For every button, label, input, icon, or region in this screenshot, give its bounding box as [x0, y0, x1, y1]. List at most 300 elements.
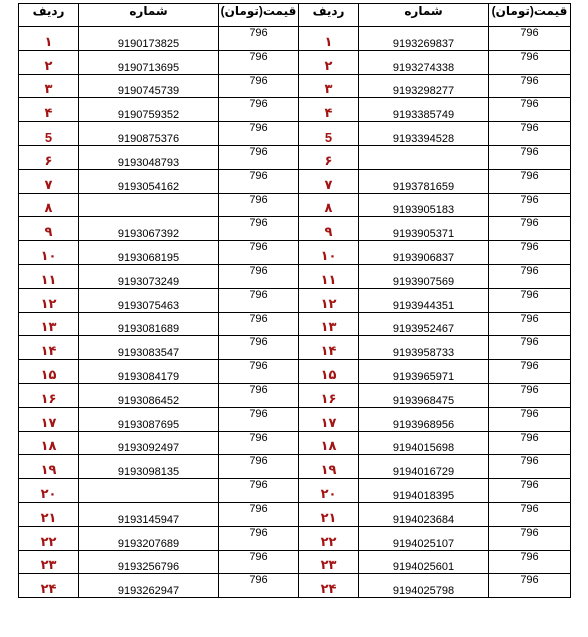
- price-right: 796: [520, 383, 539, 396]
- header-gheymat-right: قیمت(تومان): [489, 4, 571, 27]
- price-right-cell: [489, 50, 571, 74]
- row-index-right-cell: [299, 526, 359, 550]
- price-left: 796: [249, 526, 268, 539]
- row-index-left-cell: [19, 407, 79, 431]
- phone-number-left-cell: [79, 27, 219, 51]
- price-left: 796: [249, 74, 268, 87]
- phone-number-right: 9193298277: [392, 85, 455, 98]
- price-right: 796: [520, 407, 539, 420]
- row-index-right-cell: [299, 74, 359, 98]
- phone-number-right: 9193968956: [392, 418, 455, 431]
- phone-number-right-cell: [359, 574, 489, 598]
- row-index-right: ۷: [324, 176, 333, 192]
- phone-number-right-cell: [359, 241, 489, 265]
- row-index-left: ۴: [44, 105, 53, 121]
- table-row: [19, 74, 571, 98]
- price-right: 796: [520, 288, 539, 301]
- price-left-cell: [219, 122, 299, 146]
- row-index-left-cell: [19, 479, 79, 503]
- price-left-cell: [219, 145, 299, 169]
- row-index-right: 5: [324, 129, 333, 145]
- phone-number-right: 9193965971: [392, 370, 455, 383]
- phone-number-left-cell: [79, 74, 219, 98]
- table-row: [19, 550, 571, 574]
- price-left-cell: [219, 360, 299, 384]
- row-index-right-cell: [299, 407, 359, 431]
- phone-number-right-cell: [359, 288, 489, 312]
- phone-number-left-cell: [79, 479, 219, 503]
- table-row: [19, 169, 571, 193]
- phone-number-right: 9193968475: [392, 394, 455, 407]
- table-row: [19, 407, 571, 431]
- price-right: 796: [520, 455, 539, 468]
- phone-number-right-cell: [359, 145, 489, 169]
- phone-number-right-cell: [359, 169, 489, 193]
- row-index-right-cell: [299, 27, 359, 51]
- phone-number-right: 9194023684: [392, 513, 455, 526]
- table-row: [19, 27, 571, 51]
- price-right-cell: [489, 526, 571, 550]
- row-index-right-cell: [299, 98, 359, 122]
- row-index-right-cell: [299, 169, 359, 193]
- phone-number-left-cell: [79, 217, 219, 241]
- price-right: 796: [520, 264, 539, 277]
- price-left: 796: [249, 217, 268, 230]
- row-index-right-cell: [299, 193, 359, 217]
- row-index-left: ۲: [44, 57, 53, 73]
- phone-number-left: 9193083547: [117, 347, 180, 360]
- phone-number-right-cell: [359, 50, 489, 74]
- phone-number-right-cell: [359, 407, 489, 431]
- row-index-left-cell: [19, 312, 79, 336]
- table-row: [19, 288, 571, 312]
- row-index-right: ۲۲: [320, 533, 337, 549]
- phone-number-left: 9193081689: [117, 323, 180, 336]
- price-left: 796: [249, 360, 268, 373]
- row-index-left: ۲۴: [40, 581, 57, 597]
- phone-number-right-cell: [359, 526, 489, 550]
- row-index-left-cell: [19, 241, 79, 265]
- row-index-right: ۳: [324, 81, 333, 97]
- row-index-right: ۱۴: [320, 343, 337, 359]
- table-row: [19, 122, 571, 146]
- phone-number-left-cell: [79, 241, 219, 265]
- table-row: [19, 145, 571, 169]
- price-right-cell: [489, 431, 571, 455]
- price-left: 796: [249, 383, 268, 396]
- row-index-left: ۱۲: [40, 295, 57, 311]
- price-right: 796: [520, 122, 539, 135]
- price-left-cell: [219, 98, 299, 122]
- price-right-cell: [489, 383, 571, 407]
- table-row: [19, 574, 571, 598]
- phone-number-right: 9193905371: [392, 228, 455, 241]
- row-index-right: ۴: [324, 105, 333, 121]
- phone-number-left: 9193262947: [117, 585, 180, 598]
- price-left-cell: [219, 50, 299, 74]
- row-index-left: ۱۷: [40, 414, 57, 430]
- row-index-right: ۱۱: [320, 271, 337, 287]
- row-index-right: ۱۶: [320, 390, 337, 406]
- price-left-cell: [219, 455, 299, 479]
- price-right: 796: [520, 74, 539, 87]
- row-index-left-cell: [19, 27, 79, 51]
- price-left-cell: [219, 217, 299, 241]
- row-index-left: ۱۴: [40, 343, 57, 359]
- price-right: 796: [520, 336, 539, 349]
- price-right-cell: [489, 574, 571, 598]
- row-index-right: ۲۳: [320, 557, 337, 573]
- row-index-right: ۲: [324, 57, 333, 73]
- phone-number-left: 9190713695: [117, 61, 180, 74]
- row-index-left-cell: [19, 169, 79, 193]
- phone-number-left: 9193054162: [117, 180, 180, 193]
- phone-number-right: 9193952467: [392, 323, 455, 336]
- row-index-left: ۷: [44, 176, 53, 192]
- phone-number-left-cell: [79, 169, 219, 193]
- price-right: 796: [520, 98, 539, 111]
- price-sheet: [18, 3, 570, 598]
- price-right: 796: [520, 169, 539, 182]
- row-index-right: ۱۰: [320, 247, 337, 263]
- price-left: 796: [249, 455, 268, 468]
- row-index-left-cell: [19, 217, 79, 241]
- row-index-left: ۱۸: [40, 438, 57, 454]
- price-left: 796: [249, 479, 268, 492]
- table-row: [19, 98, 571, 122]
- price-left-cell: [219, 574, 299, 598]
- phone-number-left-cell: [79, 264, 219, 288]
- row-index-left: ۱۰: [40, 247, 57, 263]
- price-left-cell: [219, 193, 299, 217]
- row-index-right: ۱۷: [320, 414, 337, 430]
- price-left: 796: [249, 502, 268, 515]
- row-index-right: ۱۹: [320, 462, 337, 478]
- phone-number-right-cell: [359, 264, 489, 288]
- price-right-cell: [489, 98, 571, 122]
- row-index-right: ۱۵: [320, 366, 337, 382]
- phone-number-left: 9193075463: [117, 299, 180, 312]
- phone-number-right: 9193905183: [392, 204, 455, 217]
- phone-number-right-cell: [359, 383, 489, 407]
- price-right-cell: [489, 288, 571, 312]
- row-index-right-cell: [299, 479, 359, 503]
- price-right-cell: [489, 264, 571, 288]
- phone-number-right-cell: [359, 122, 489, 146]
- price-left-cell: [219, 407, 299, 431]
- row-index-right-cell: [299, 122, 359, 146]
- price-left: 796: [249, 550, 268, 563]
- phone-number-right-cell: [359, 502, 489, 526]
- table-row: [19, 50, 571, 74]
- price-left-cell: [219, 169, 299, 193]
- phone-number-right-cell: [359, 360, 489, 384]
- row-index-right-cell: [299, 550, 359, 574]
- price-left-cell: [219, 312, 299, 336]
- price-left: 796: [249, 241, 268, 254]
- price-right-cell: [489, 312, 571, 336]
- price-right-cell: [489, 360, 571, 384]
- table-row: [19, 360, 571, 384]
- price-left-cell: [219, 550, 299, 574]
- row-index-left-cell: [19, 50, 79, 74]
- row-index-left-cell: [19, 383, 79, 407]
- phone-number-left-cell: [79, 50, 219, 74]
- row-index-left-cell: [19, 122, 79, 146]
- price-left: 796: [249, 407, 268, 420]
- price-left: 796: [249, 145, 268, 158]
- row-index-left-cell: [19, 336, 79, 360]
- row-index-left: ۸: [44, 200, 53, 216]
- table-row: [19, 217, 571, 241]
- price-left-cell: [219, 27, 299, 51]
- phone-number-right-cell: [359, 193, 489, 217]
- phone-number-left: 9193098135: [117, 466, 180, 479]
- row-index-left: ۱۳: [40, 319, 57, 335]
- price-left: 796: [249, 431, 268, 444]
- price-left-cell: [219, 502, 299, 526]
- row-index-right: ۲۱: [320, 509, 337, 525]
- phone-number-left-cell: [79, 455, 219, 479]
- price-left: 796: [249, 288, 268, 301]
- phone-number-right-cell: [359, 312, 489, 336]
- phone-number-left: 9190173825: [117, 37, 180, 50]
- phone-number-left-cell: [79, 550, 219, 574]
- price-right-cell: [489, 336, 571, 360]
- price-right: 796: [520, 217, 539, 230]
- row-index-left-cell: [19, 431, 79, 455]
- phone-number-right: 9193906837: [392, 251, 455, 264]
- phone-number-right-cell: [359, 336, 489, 360]
- header-shomare-right: شماره: [359, 4, 489, 27]
- row-index-left: ۱۶: [40, 390, 57, 406]
- row-index-right-cell: [299, 336, 359, 360]
- row-index-left: ۱۵: [40, 366, 57, 382]
- phone-number-left-cell: [79, 383, 219, 407]
- phone-number-right-cell: [359, 479, 489, 503]
- row-index-right-cell: [299, 455, 359, 479]
- phone-number-left-cell: [79, 193, 219, 217]
- row-index-right-cell: [299, 241, 359, 265]
- phone-number-left: 9193087695: [117, 418, 180, 431]
- table-row: [19, 312, 571, 336]
- row-index-left: ۲۳: [40, 557, 57, 573]
- row-index-right-cell: [299, 264, 359, 288]
- phone-number-left: 9193084179: [117, 370, 180, 383]
- table-row: [19, 264, 571, 288]
- phone-number-left-cell: [79, 145, 219, 169]
- phone-number-left: 9193068195: [117, 251, 180, 264]
- phone-number-left-cell: [79, 407, 219, 431]
- phone-number-right: 9193394528: [392, 132, 455, 145]
- row-index-left-cell: [19, 145, 79, 169]
- phone-number-left-cell: [79, 312, 219, 336]
- row-index-left: ۲۰: [40, 485, 57, 501]
- phone-number-left: 9193086452: [117, 394, 180, 407]
- price-left: 796: [249, 98, 268, 111]
- table-row: [19, 383, 571, 407]
- phone-number-right: 9194025107: [392, 537, 455, 550]
- phone-number-right: 9194016729: [392, 466, 455, 479]
- row-index-left-cell: [19, 288, 79, 312]
- phone-number-left-cell: [79, 336, 219, 360]
- row-index-left: ۱۱: [40, 271, 57, 287]
- row-index-left: ۲۱: [40, 509, 57, 525]
- price-left: 796: [249, 264, 268, 277]
- price-right: 796: [520, 526, 539, 539]
- price-right-cell: [489, 122, 571, 146]
- row-index-left-cell: [19, 574, 79, 598]
- price-left: 796: [249, 312, 268, 325]
- row-index-right: ۲۰: [320, 485, 337, 501]
- price-right: 796: [520, 574, 539, 587]
- price-left: 796: [249, 27, 268, 39]
- price-left-cell: [219, 241, 299, 265]
- row-index-right-cell: [299, 312, 359, 336]
- phone-number-left: 9193073249: [117, 275, 180, 288]
- table-row: [19, 479, 571, 503]
- header-radif-left: ردیف: [19, 4, 79, 27]
- row-index-right: ۶: [324, 152, 333, 168]
- price-left: 796: [249, 169, 268, 182]
- phone-number-left: 9193048793: [117, 156, 180, 169]
- row-index-right-cell: [299, 360, 359, 384]
- row-index-right-cell: [299, 50, 359, 74]
- row-index-left: ۲۲: [40, 533, 57, 549]
- phone-number-right-cell: [359, 98, 489, 122]
- price-right-cell: [489, 169, 571, 193]
- price-right: 796: [520, 502, 539, 515]
- row-index-right-cell: [299, 383, 359, 407]
- row-index-left: ۱: [44, 33, 53, 49]
- row-index-left-cell: [19, 98, 79, 122]
- price-right: 796: [520, 312, 539, 325]
- phone-number-left-cell: [79, 288, 219, 312]
- phone-number-left: 9193256796: [117, 561, 180, 574]
- phone-number-right-cell: [359, 74, 489, 98]
- price-right-cell: [489, 193, 571, 217]
- row-index-left-cell: [19, 193, 79, 217]
- row-index-right: ۱: [324, 33, 333, 49]
- price-right: 796: [520, 550, 539, 563]
- table-row: [19, 431, 571, 455]
- price-right-cell: [489, 27, 571, 51]
- phone-number-right-cell: [359, 217, 489, 241]
- row-index-left-cell: [19, 455, 79, 479]
- price-right: 796: [520, 479, 539, 492]
- phone-number-right-cell: [359, 550, 489, 574]
- price-right: 796: [520, 431, 539, 444]
- price-right-cell: [489, 550, 571, 574]
- phone-number-right: 9193907569: [392, 275, 455, 288]
- table-row: [19, 455, 571, 479]
- price-left-cell: [219, 336, 299, 360]
- row-index-left: ۱۹: [40, 462, 57, 478]
- price-right: 796: [520, 145, 539, 158]
- phone-number-right: 9194015698: [392, 442, 455, 455]
- row-index-left: ۶: [44, 152, 53, 168]
- phone-number-left: 9193092497: [117, 442, 180, 455]
- phone-number-left: 9193145947: [117, 513, 180, 526]
- table-row: [19, 241, 571, 265]
- price-right-cell: [489, 479, 571, 503]
- phone-number-right-cell: [359, 431, 489, 455]
- phone-number-right-cell: [359, 27, 489, 51]
- row-index-right: ۱۳: [320, 319, 337, 335]
- price-left-cell: [219, 479, 299, 503]
- header-gheymat-left: قیمت(تومان): [219, 4, 299, 27]
- row-index-left: ۳: [44, 81, 53, 97]
- price-right-cell: [489, 145, 571, 169]
- phone-number-left-cell: [79, 526, 219, 550]
- price-left-cell: [219, 264, 299, 288]
- price-left-cell: [219, 288, 299, 312]
- phone-number-right: 9193944351: [392, 299, 455, 312]
- phone-number-right: 9193269837: [392, 37, 455, 50]
- price-left-cell: [219, 383, 299, 407]
- row-index-left: ۹: [44, 224, 53, 240]
- phone-number-right: 9193274338: [392, 61, 455, 74]
- row-index-right-cell: [299, 574, 359, 598]
- table-body: [19, 27, 571, 598]
- row-index-left-cell: [19, 360, 79, 384]
- phone-number-left: 9190759352: [117, 109, 180, 122]
- table-row: [19, 193, 571, 217]
- price-left: 796: [249, 50, 268, 63]
- row-index-left-cell: [19, 526, 79, 550]
- phone-number-left: 9190875376: [117, 132, 180, 145]
- price-left-cell: [219, 526, 299, 550]
- price-right-cell: [489, 502, 571, 526]
- price-left: 796: [249, 122, 268, 135]
- phone-number-right-cell: [359, 455, 489, 479]
- phone-number-left-cell: [79, 502, 219, 526]
- phone-number-right: 9194025798: [392, 585, 455, 598]
- row-index-right-cell: [299, 431, 359, 455]
- table-row: [19, 502, 571, 526]
- phone-number-price-table: [18, 3, 571, 598]
- price-right: 796: [520, 360, 539, 373]
- price-right: 796: [520, 241, 539, 254]
- phone-number-right: 9193385749: [392, 109, 455, 122]
- price-right: 796: [520, 193, 539, 206]
- header-shomare-left: شماره: [79, 4, 219, 27]
- row-index-right: ۸: [324, 200, 333, 216]
- price-right-cell: [489, 407, 571, 431]
- row-index-left-cell: [19, 502, 79, 526]
- row-index-right: ۱۸: [320, 438, 337, 454]
- phone-number-right: 9194025601: [392, 561, 455, 574]
- row-index-right: ۱۲: [320, 295, 337, 311]
- phone-number-left: 9190745739: [117, 85, 180, 98]
- phone-number-right: 9194018395: [392, 489, 455, 502]
- price-right-cell: [489, 241, 571, 265]
- price-left-cell: [219, 431, 299, 455]
- price-left: 796: [249, 193, 268, 206]
- row-index-right-cell: [299, 502, 359, 526]
- row-index-right: ۲۴: [320, 581, 337, 597]
- price-right-cell: [489, 455, 571, 479]
- row-index-left-cell: [19, 74, 79, 98]
- phone-number-left-cell: [79, 98, 219, 122]
- price-left: 796: [249, 574, 268, 587]
- phone-number-left-cell: [79, 431, 219, 455]
- phone-number-left-cell: [79, 122, 219, 146]
- phone-number-right: 9193958733: [392, 347, 455, 360]
- header-row: [19, 4, 571, 27]
- price-left-cell: [219, 74, 299, 98]
- table-row: [19, 336, 571, 360]
